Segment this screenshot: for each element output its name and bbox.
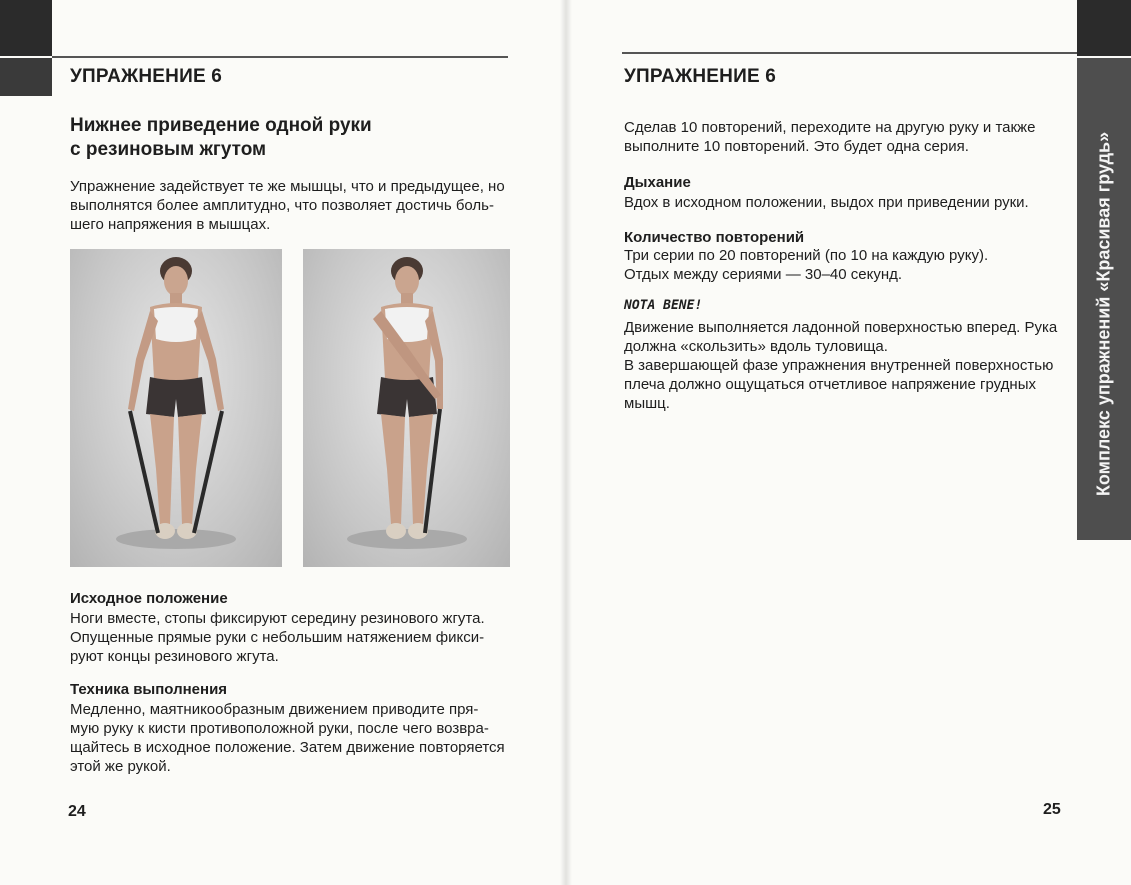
text-line: щайтесь в исходное положение. Затем движение повторяется — [70, 739, 505, 756]
exercise-title-line: с резиновым жгутом — [70, 139, 267, 160]
woman-execution-pose-illustration — [303, 249, 510, 567]
text-line: Медленно, маятникообразным движением приводите пря- — [70, 701, 479, 718]
technique-heading: Техника выполнения — [70, 681, 228, 698]
text-line: Ноги вместе, стопы фиксируют середину резинового жгута. — [70, 610, 485, 627]
nota-bene-label: NOTA BENE! — [624, 298, 703, 313]
text-line: должна «скользить» вдоль туловища. — [624, 338, 888, 355]
breathing-paragraph — [624, 193, 1069, 212]
text-line: Сделав 10 повторений, переходите на другую руку и также — [624, 119, 1036, 136]
book-gutter — [560, 0, 572, 885]
breathing-heading: Дыхание — [624, 174, 691, 191]
text-line: мую руку к кисти противоположной руки, после чего возвра- — [70, 720, 489, 737]
continuation-paragraph — [624, 118, 1069, 156]
exercise-title — [70, 114, 510, 162]
reps-paragraph — [624, 246, 1069, 284]
right-page-number: 25 — [1043, 801, 1061, 818]
text-line: Три серии по 20 повторений (по 10 на каждую руку). — [624, 247, 989, 264]
start-position-heading: Исходное положение — [70, 590, 228, 607]
left-page-number: 24 — [68, 803, 86, 820]
text-line: мышц. — [624, 395, 670, 412]
photo-execution — [303, 249, 510, 567]
text-line: Отдых между сериями — 30–40 секунд. — [624, 266, 903, 283]
left-corner-tab — [0, 0, 52, 56]
text-line: Вдох в исходном положении, выдох при приведении руки. — [624, 194, 1029, 211]
text-line: этой же рукой. — [70, 758, 171, 775]
text-line: выполнятся более амплитудно, что позволяет достичь боль- — [70, 197, 494, 214]
side-section-title: Комплекс упражнений «Красивая грудь» — [1093, 131, 1114, 497]
right-header-rule — [622, 52, 1077, 54]
left-exercise-header: УПРАЖНЕНИЕ 6 — [70, 66, 223, 87]
woman-start-pose-illustration — [70, 249, 282, 567]
reps-heading: Количество повторений — [624, 229, 805, 246]
left-corner-tab-lower — [0, 58, 52, 96]
intro-paragraph — [70, 177, 520, 234]
text-line: Упражнение задействует те же мышцы, что и предыдущее, но — [70, 178, 505, 195]
text-line: В завершающей фазе упражнения внутренней поверхностью — [624, 357, 1054, 374]
text-line: плеча должно ощущаться отчетливое напряжение грудных — [624, 376, 1036, 393]
technique-paragraph — [70, 700, 520, 776]
exercise-title-line: Нижнее приведение одной руки — [70, 115, 372, 136]
right-corner-tab — [1077, 0, 1131, 56]
text-line: шего напряжения в мышцах. — [70, 216, 271, 233]
right-exercise-header: УПРАЖНЕНИЕ 6 — [624, 66, 777, 87]
start-position-paragraph — [70, 609, 520, 666]
photo-start-position — [70, 249, 282, 567]
text-line: руют концы резинового жгута. — [70, 648, 279, 665]
nota-bene-paragraph — [624, 318, 1069, 413]
text-line: Движение выполняется ладонной поверхностью вперед. Рука — [624, 319, 1058, 336]
text-line: выполните 10 повторений. Это будет одна серия. — [624, 138, 969, 155]
left-header-rule — [52, 56, 508, 58]
text-line: Опущенные прямые руки с небольшим натяжением фикси- — [70, 629, 485, 646]
